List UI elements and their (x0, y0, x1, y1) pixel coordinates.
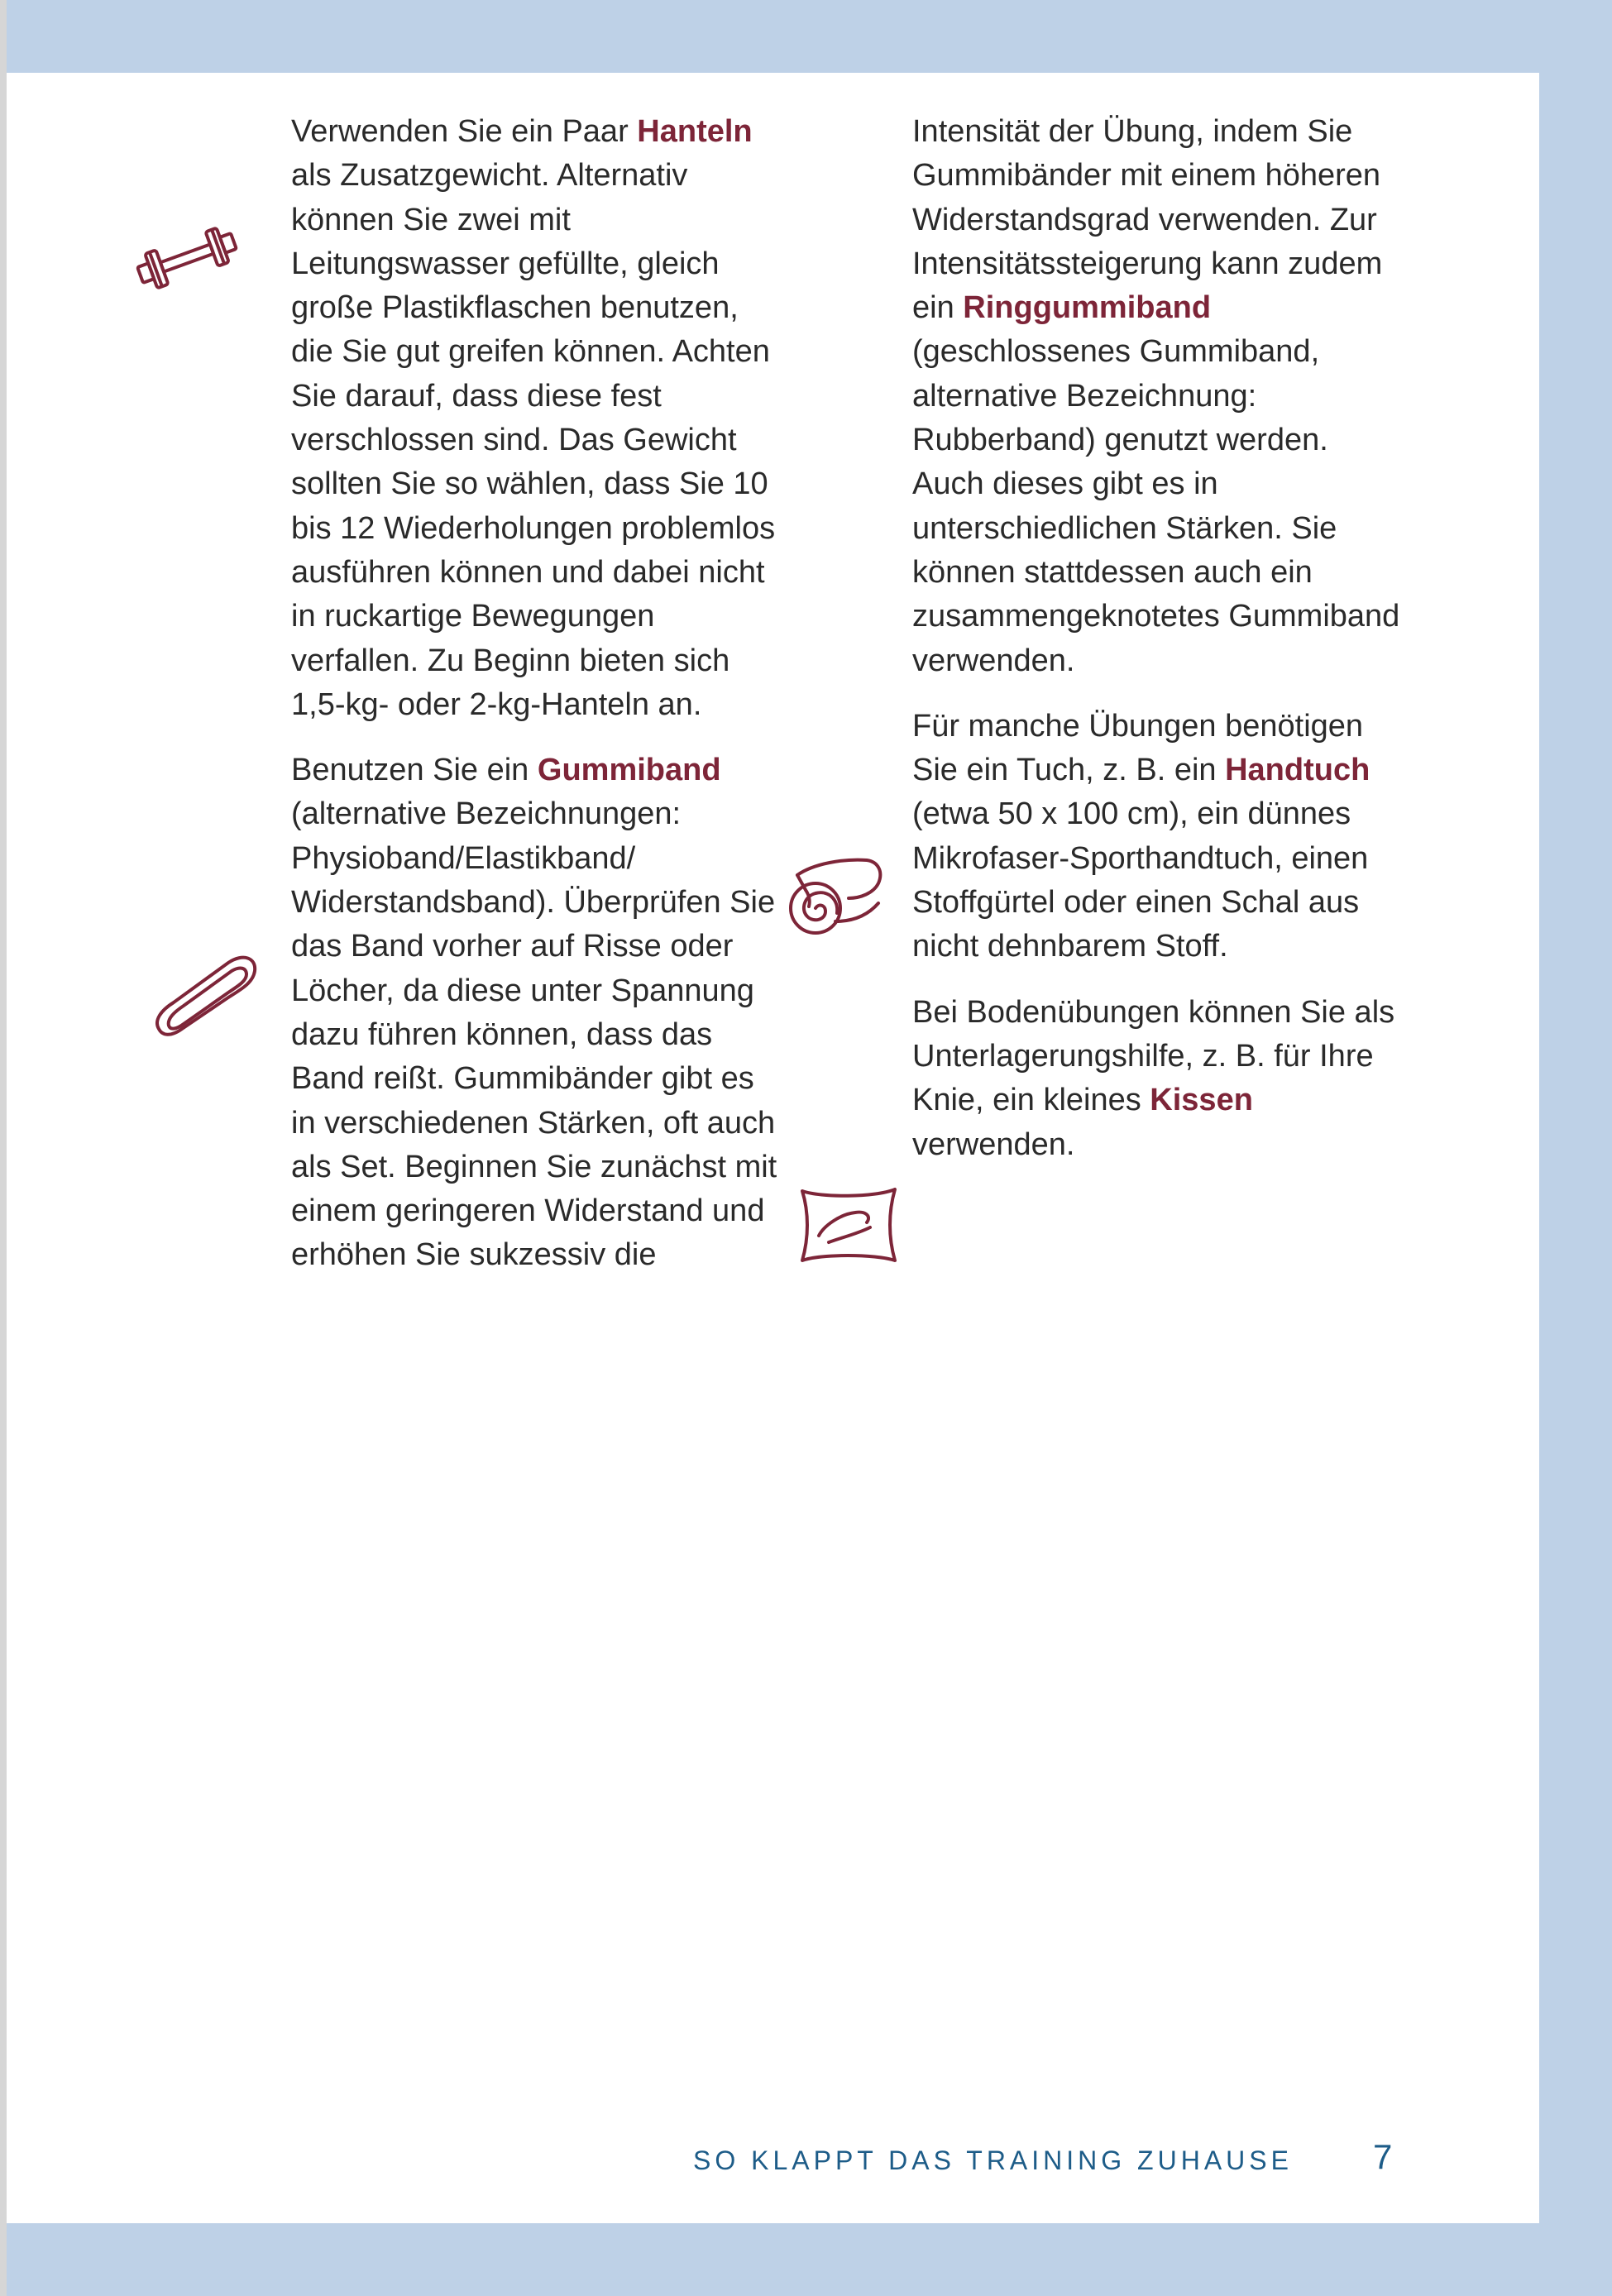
paragraph-ringgummiband (912, 110, 1400, 683)
paragraph-text: Bei Bodenübungen können Sie als Unterlagerungshilfe, z. B. für Ihre Knie, ein kleines (912, 994, 1395, 1118)
paragraph-text: verwenden. (912, 1126, 1075, 1162)
dumbbell-icon (132, 217, 242, 299)
paragraph-text: Intensität der Übung, indem Sie Gummibänder mit einem höheren Widerstandsgrad verwenden. Zur Intensitätssteigerung kann zudem ein (912, 114, 1383, 326)
pillow-icon (796, 1184, 902, 1267)
paragraph-kissen (912, 991, 1400, 1167)
paragraph-text: (alternative Bezeichnungen: Physioband/Elastikband/ Widerstandsband). Überprüfen Sie das Band vorher auf Risse oder Löcher, da diese unter Spannung dazu führen können, dass das Band reißt. Gummibänder gibt es in verschiedenen Stärken, oft auch als Set. Beginnen Sie zunächst mit einem geringeren Widerstand und erhöhen Sie sukzessiv die (291, 796, 777, 1273)
frame-top-border (0, 0, 1612, 73)
rolled-towel-icon (781, 852, 887, 940)
right-text-column (912, 110, 1400, 1189)
paragraph-gummiband (291, 749, 779, 1278)
highlight-term: Handtuch (1225, 753, 1370, 788)
paragraph-text: Für manche Übungen benötigen Sie ein Tuch, z. B. ein (912, 708, 1364, 788)
highlight-term: Hanteln (637, 114, 753, 149)
paragraph-text: Benutzen Sie ein (291, 753, 529, 788)
running-footer-title: SO KLAPPT DAS TRAINING ZUHAUSE (693, 2145, 1293, 2175)
paragraph-text: Verwenden Sie ein Paar (291, 114, 629, 149)
paragraph-hanteln (291, 110, 779, 727)
frame-right-border (1539, 0, 1612, 2296)
left-text-column (291, 110, 779, 1299)
highlight-term: Ringgummiband (963, 290, 1212, 326)
highlight-term: Gummiband (537, 753, 721, 788)
paragraph-text: als Zusatzgewicht. Alternativ können Sie zwei mit Leitungswasser gefüllte, gleich große Plastikflaschen benutzen, die Sie gut greifen können. Achten Sie darauf, dass diese fest verschlossen sind. Das Gewicht sollten Sie so wählen, dass Sie 10 bis 12 Wiederholungen problemlos ausführen können und dabei nicht in ruckartige Bewegungen verfallen. Zu Beginn bieten sich 1,5-kg- oder 2-kg-Hanteln an. (291, 158, 776, 722)
frame-left-border (0, 0, 7, 2296)
paragraph-text: (geschlossenes Gummiband, alternative Bezeichnung: Rubberband) genutzt werden. Auch dieses gibt es in unterschiedlichen Stärken. Sie können stattdessen auch ein zusammengeknotetes Gummiband verwenden. (912, 334, 1400, 678)
paragraph-handtuch (912, 705, 1400, 969)
highlight-term: Kissen (1150, 1083, 1253, 1118)
page-number: 7 (1373, 2137, 1393, 2176)
frame-bottom-border (0, 2223, 1612, 2296)
resistance-band-icon (149, 943, 260, 1045)
paragraph-text: (etwa 50 x 100 cm), ein dünnes Mikrofaser-Sporthandtuch, einen Stoffgürtel oder einen Schal aus nicht dehnbarem Stoff. (912, 796, 1369, 964)
